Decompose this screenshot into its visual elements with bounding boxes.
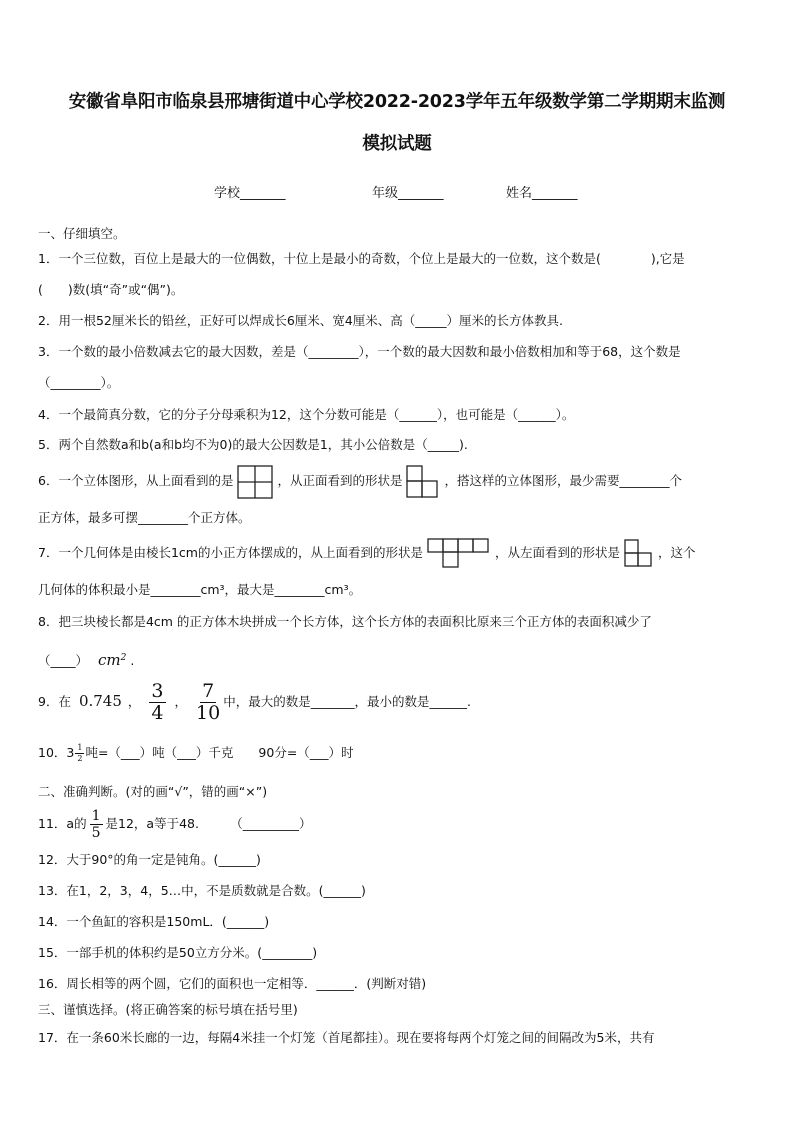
question-7-text-c: ，这个 — [657, 545, 696, 560]
front-view-figure — [406, 465, 440, 499]
question-9-text-b: 中，最大的数是_______，最小的数是______. — [223, 694, 471, 709]
fraction-numerator: 3 — [151, 680, 164, 702]
section-heading-true-false: 二、准确判断。(对的画“√”，错的画“×”) — [38, 784, 268, 799]
question-7-text-a: 7．一个几何体是由棱长1cm的小正方体摆成的，从上面看到的形状是 — [38, 545, 423, 560]
page-title-line-1: 安徽省阜阳市临泉县邢塘街道中心学校2022-2023学年五年级数学第二学期期末监测 — [68, 92, 726, 112]
unit-exponent: 2 — [120, 653, 127, 663]
question-5: 5．两个自然数a和b(a和b均不为0)的最大公因数是1，其小公倍数是（_____). — [38, 437, 468, 452]
name-field: 姓名_______ — [506, 186, 578, 201]
grade-field: 年级_______ — [372, 186, 444, 201]
question-10-text-a: 10．3 — [38, 745, 75, 760]
question-9-text-a: 9．在 — [38, 694, 71, 709]
question-9 — [38, 680, 766, 723]
fraction-numerator: 1 — [91, 808, 101, 824]
separator-2: ， — [174, 694, 188, 709]
fraction-seven-tenths — [196, 682, 220, 723]
question-17: 17．在一条60米长廊的一边，每隔4米挂一个灯笼（首尾都挂）。现在要将每两个灯笼之间的间隔改为5米，共有 — [38, 1030, 655, 1045]
question-6-text-c: ，搭这样的立体图形，最少需要________个 — [444, 473, 682, 488]
fraction-numerator: 1 — [77, 743, 83, 752]
question-6-line-1 — [38, 464, 766, 499]
top-view-figure — [237, 465, 273, 499]
school-field: 学校_______ — [214, 186, 286, 201]
question-7-line-2: 几何体的体积最小是________cm³，最大是________cm³。 — [38, 582, 362, 597]
question-2: 2．用一根52厘米长的铅丝，正好可以焊成长6厘米、宽4厘米、高（_____）厘米的长方体教具. — [38, 313, 563, 328]
question-16: 16．周长相等的两个圆，它们的面积也一定相等．______．(判断对错) — [38, 976, 427, 991]
fraction-denominator: 2 — [77, 754, 83, 763]
fraction-one-fifth — [90, 809, 103, 840]
question-6-line-2: 正方体，最多可摆________个正方体。 — [38, 510, 251, 525]
section-heading-fill-in: 一、仔细填空。 — [38, 226, 126, 241]
question-7-text-b: ，从左面看到的形状是 — [494, 545, 620, 560]
question-10 — [38, 744, 766, 763]
question-15: 15．一部手机的体积约是50立方分米。(________) — [38, 945, 318, 960]
question-13: 13．在1，2，3，4，5…中，不是质数就是合数。(______) — [38, 883, 366, 898]
question-8-period: . — [130, 653, 135, 669]
question-11-text-b: 是12，a等于48. （_________） — [105, 816, 312, 831]
left-view-shape — [624, 539, 654, 569]
unit-cm: cm — [98, 651, 121, 670]
question-11 — [38, 807, 766, 841]
fraction-three-quarters — [149, 682, 165, 723]
separator-1: ， — [127, 694, 141, 709]
page-title-line-2: 模拟试题 — [362, 134, 432, 154]
question-1-line-1: 1．一个三位数，百位上是最大的一位偶数，十位上是最小的奇数，个位上是最大的一位数，这个数是( ),它是 — [38, 251, 685, 266]
question-8-line-2 — [38, 649, 766, 670]
question-7-line-1 — [38, 536, 766, 570]
decimal-value: 0.745 — [78, 692, 122, 710]
section-heading-choice: 三、谨慎选择。(将正确答案的标号填在括号里) — [38, 1002, 298, 1017]
question-10-text-b: 吨=（___）吨（___）千克 90分=（___）时 — [85, 745, 354, 760]
question-4: 4．一个最简真分数，它的分子分母乘积为12，这个分数可能是（______），也可能是（______）。 — [38, 407, 575, 422]
question-3-line-1: 3．一个数的最小倍数减去它的最大因数，差是（________），一个数的最大因数和最小倍数相加和等于68，这个数是 — [38, 344, 681, 359]
question-8-blank: （____） — [38, 653, 89, 669]
question-12: 12．大于90°的角一定是钝角。(______) — [38, 852, 261, 867]
question-6-text-a: 6．一个立体图形，从上面看到的是 — [38, 473, 234, 488]
question-11-text-a: 11．a的 — [38, 816, 87, 831]
question-6-text-b: ，从正面看到的形状是 — [277, 473, 403, 488]
fraction-denominator: 10 — [196, 702, 221, 724]
question-3-line-2: （________）。 — [38, 375, 120, 390]
fraction-denominator: 5 — [91, 825, 101, 841]
fraction-numerator: 7 — [202, 680, 215, 702]
fraction-one-half — [75, 744, 84, 763]
fraction-denominator: 4 — [151, 702, 164, 724]
question-14: 14．一个鱼缸的容积是150mL．(______) — [38, 914, 270, 929]
question-8-line-1: 8．把三块棱长都是4cm 的正方体木块拼成一个长方体，这个长方体的表面积比原来三个正方体的表面积减少了 — [38, 614, 652, 629]
top-view-shape — [427, 538, 491, 570]
question-1-line-2: ( )数(填“奇”或“偶”)。 — [38, 282, 184, 297]
